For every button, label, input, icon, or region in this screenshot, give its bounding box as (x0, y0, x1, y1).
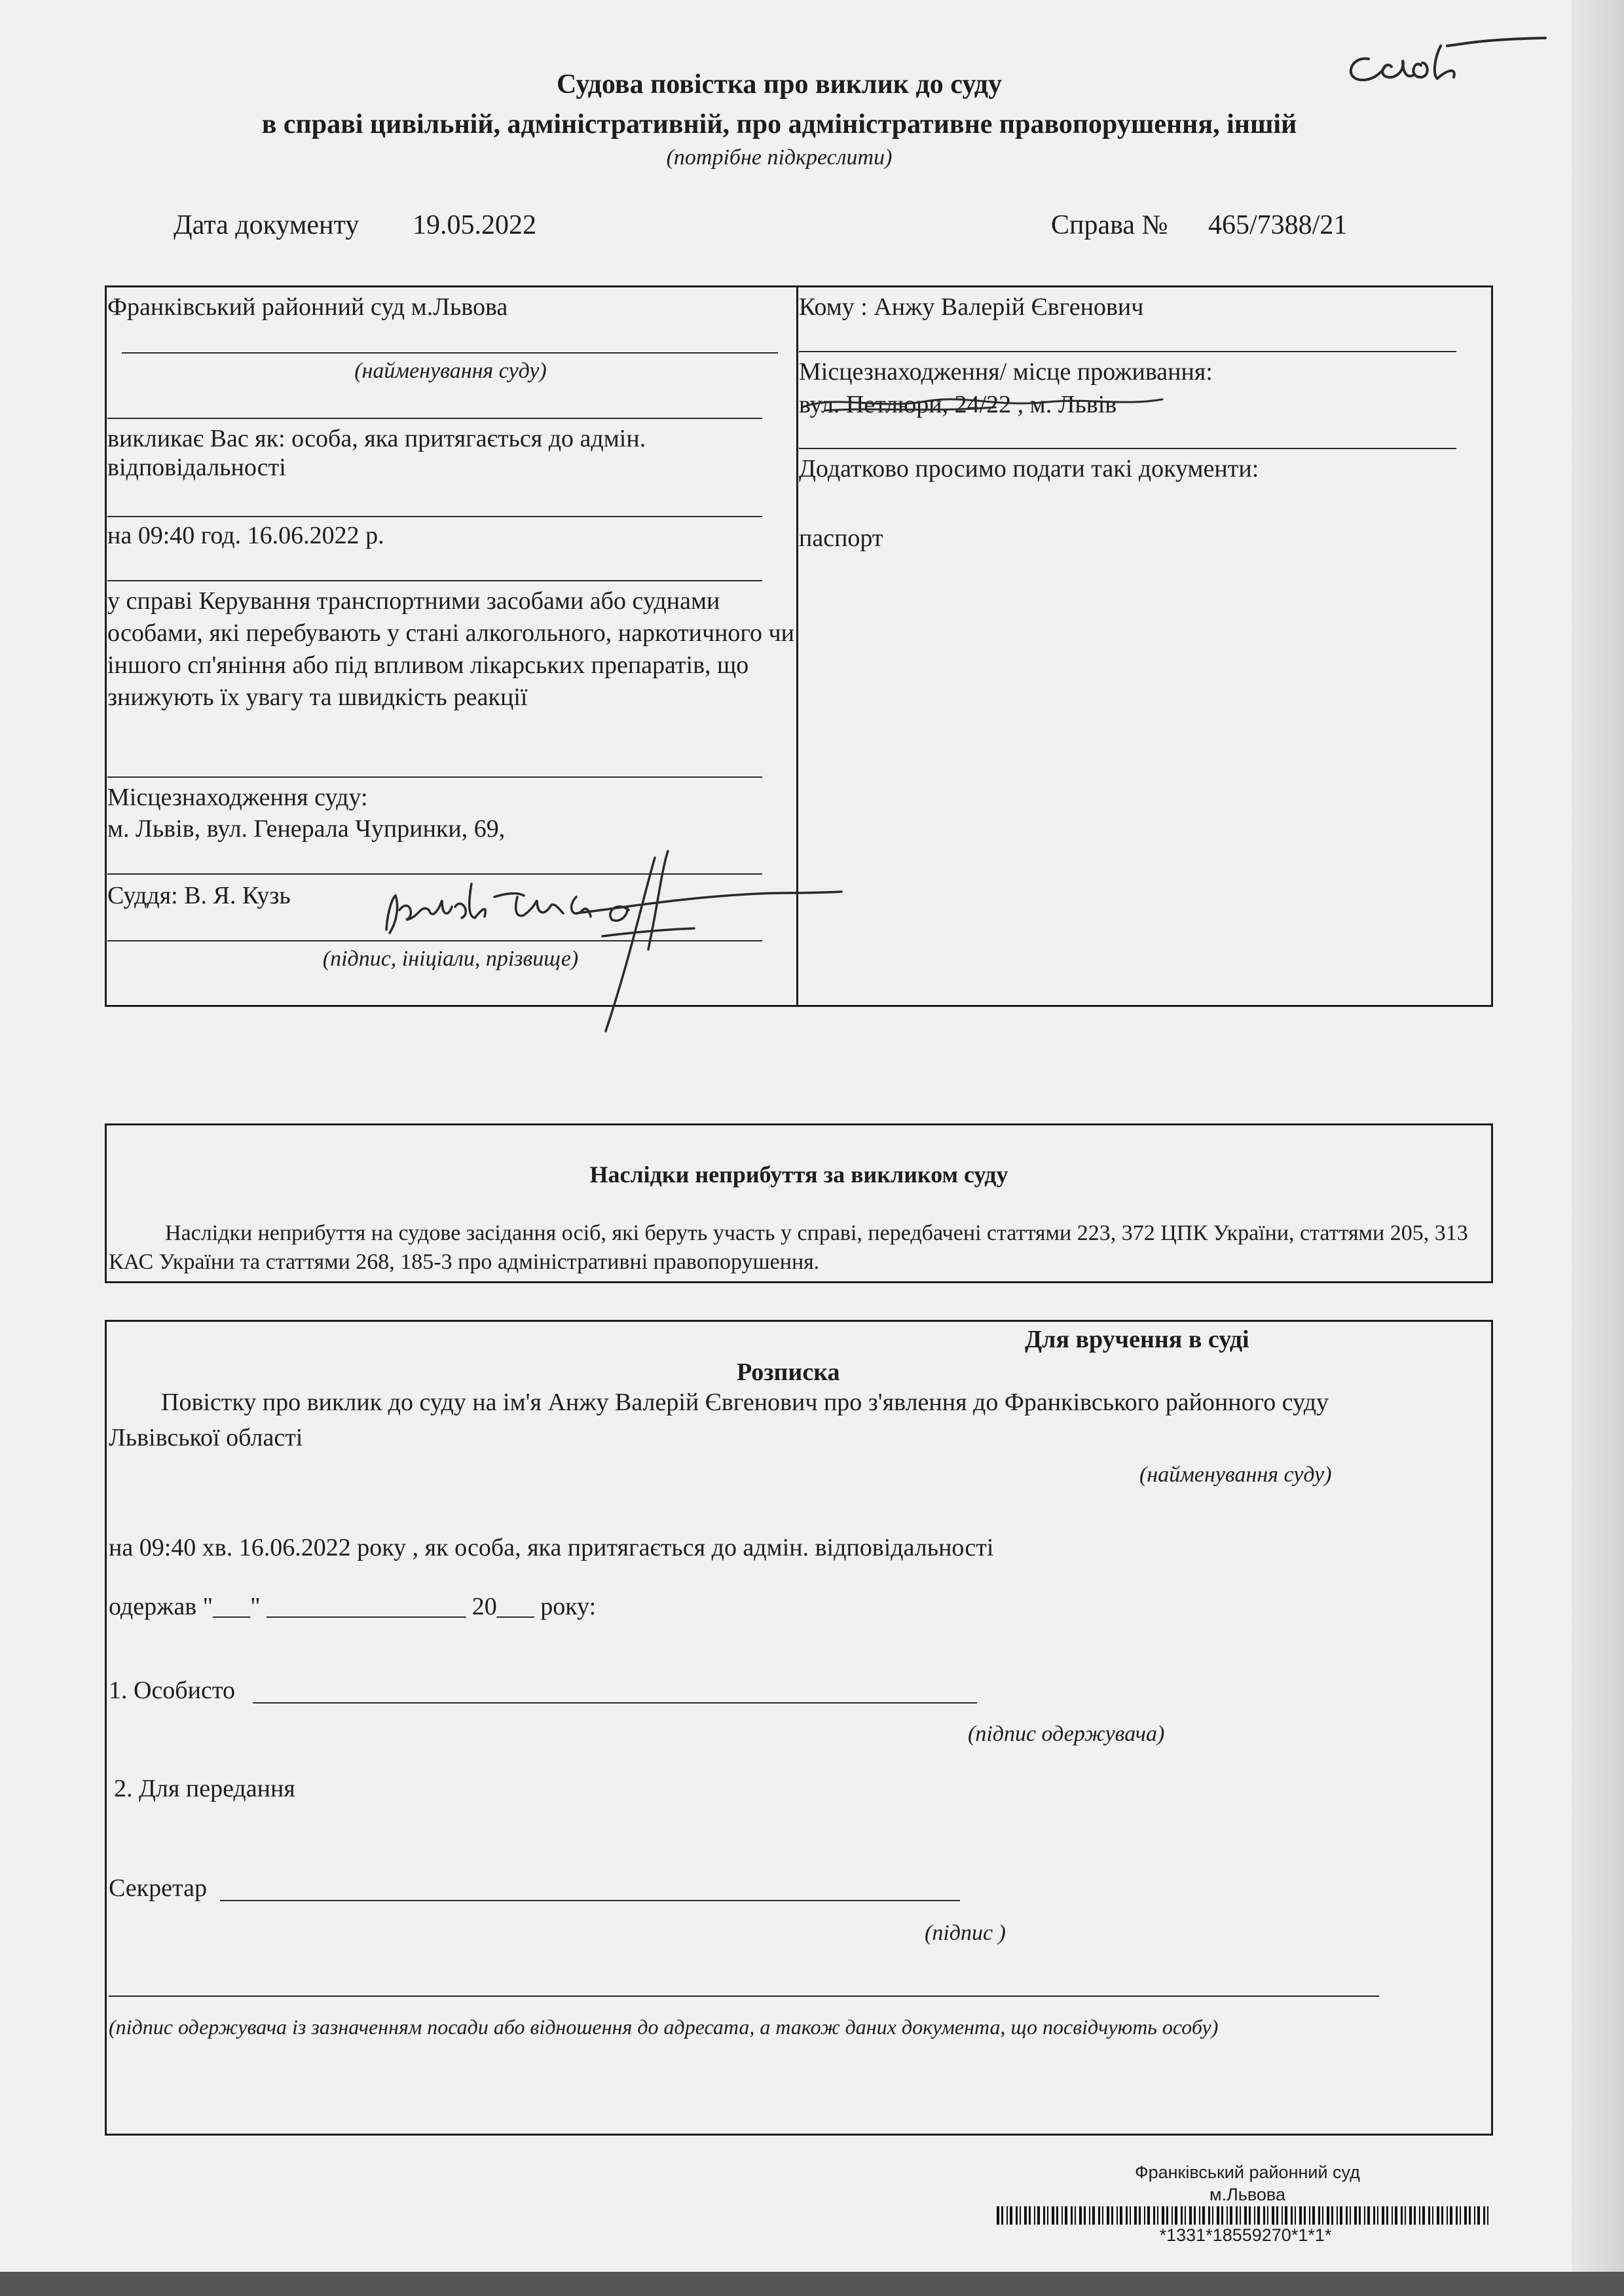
judge-signature (380, 845, 864, 1041)
barcode-bar (1350, 2206, 1351, 2225)
barcode-bar (1144, 2206, 1145, 2225)
barcode-bar (1061, 2206, 1063, 2225)
barcode-bar (1157, 2206, 1158, 2225)
barcode-bar (1405, 2206, 1406, 2225)
barcode-bar (1312, 2206, 1315, 2225)
barcode-bar (1474, 2206, 1475, 2225)
court-hint-underline (107, 418, 762, 419)
personally-label: 1. Особисто (109, 1677, 235, 1704)
case-number-label: Справа № (1051, 210, 1168, 240)
barcode-bar (1276, 2206, 1278, 2225)
barcode-bar (1373, 2206, 1375, 2225)
barcode-bar (1162, 2206, 1164, 2225)
barcode-bar (1089, 2206, 1090, 2225)
barcode-bar (1172, 2206, 1173, 2225)
barcode-bar (1267, 2206, 1268, 2225)
barcode-bar (1477, 2206, 1480, 2225)
barcode-bar (1217, 2206, 1219, 2225)
secretary-label: Секретар (109, 1874, 207, 1902)
barcode-bar (1359, 2206, 1361, 2225)
barcode-bar (1016, 2206, 1018, 2225)
barcode-bar (1304, 2206, 1306, 2225)
barcode-bar (1084, 2206, 1086, 2225)
barcode-bar (1139, 2206, 1141, 2225)
for-court-delivery: Для вручення в суді (1025, 1326, 1249, 1353)
barcode-bar (1450, 2206, 1452, 2225)
receipt-bottom-line (109, 1995, 1379, 1997)
barcode-bar (1153, 2206, 1155, 2225)
barcode-bar (1079, 2206, 1082, 2225)
secretary-signature-hint: (підпис ) (925, 1921, 1006, 1945)
barcode-bar (1395, 2206, 1397, 2225)
barcode-bar (1102, 2206, 1103, 2225)
documents-label: Додатково просимо подати такі документи: (799, 455, 1259, 483)
barcode-bar (1386, 2206, 1388, 2225)
barcode-bar (1134, 2206, 1137, 2225)
barcode-bar (1236, 2206, 1238, 2225)
barcode-bar (1130, 2206, 1131, 2225)
court-name: Франківський районний суд м.Львова (107, 293, 508, 321)
barcode-bar (1414, 2206, 1416, 2225)
barcode-bar (1447, 2206, 1448, 2225)
barcode-bar (1075, 2206, 1076, 2225)
recipient-name: Кому : Анжу Валерій Євгенович (799, 293, 1144, 321)
barcode-bar (1432, 2206, 1433, 2225)
barcode-bar (1487, 2206, 1488, 2225)
footer-court-line2: м.Львова (1209, 2185, 1285, 2204)
barcode-bar (1107, 2206, 1109, 2225)
barcode-bar (1147, 2206, 1150, 2225)
barcode-bar (1001, 2206, 1003, 2225)
address-strikethrough (799, 388, 1166, 420)
barcode-bar (1092, 2206, 1095, 2225)
barcode-bar (1189, 2206, 1192, 2225)
barcode-bar (1422, 2206, 1425, 2225)
document-title-line1: Судова повістка про виклик до суду (557, 69, 1002, 100)
barcode-bar (1419, 2206, 1420, 2225)
recipient-signature-hint: (підпис одержувача) (968, 1722, 1165, 1746)
barcode-bar (1441, 2206, 1443, 2225)
barcode-bar (1322, 2206, 1323, 2225)
barcode-bar (1382, 2206, 1384, 2225)
barcode-bar (1116, 2206, 1118, 2225)
barcode-bar (1212, 2206, 1213, 2225)
barcode-bar (1098, 2206, 1100, 2225)
case-matter-underline (107, 776, 762, 778)
court-name-underline (122, 352, 778, 354)
court-location-value: м. Львів, вул. Генерала Чупринки, 69, (107, 815, 506, 843)
secretary-signature-line (220, 1900, 960, 1901)
barcode-bar (1010, 2206, 1012, 2225)
receipt-time-line: на 09:40 хв. 16.06.2022 року , як особа, яка притягається до адмін. відповідальності (109, 1534, 994, 1561)
barcode-bar (1331, 2206, 1333, 2225)
barcode-bar (1037, 2206, 1040, 2225)
barcode-bar (1456, 2206, 1458, 2225)
residence-value: вул. Петлюри, 24/22 , м. Львів (799, 391, 1117, 418)
barcode-bar (1469, 2206, 1471, 2225)
barcode-bar (1208, 2206, 1210, 2225)
barcode-bar (1263, 2206, 1265, 2225)
barcode-bar (1428, 2206, 1430, 2225)
barcode-bar (1291, 2206, 1293, 2225)
barcode-bar (1285, 2206, 1287, 2225)
summons-role: викликає Вас як: особа, яка притягається до адмін. відповідальності (107, 425, 646, 481)
barcode-bar (1409, 2206, 1412, 2225)
personally-signature-line (253, 1702, 977, 1704)
barcode-bar (1221, 2206, 1223, 2225)
barcode-bar (1377, 2206, 1378, 2225)
judge-signature-hint: (підпис, ініціали, прізвище) (322, 947, 579, 971)
receipt-box (105, 1320, 1493, 2136)
hearing-time-underline (107, 580, 762, 581)
barcode-bar (1249, 2206, 1251, 2225)
barcode (997, 2206, 1494, 2225)
barcode-bar (1460, 2206, 1461, 2225)
receipt-received-line: одержав "___" ________________ 20___ року: (109, 1593, 597, 1620)
barcode-bar (1299, 2206, 1302, 2225)
footer-court-line1: Франківський районний суд (1135, 2162, 1360, 2182)
barcode-bar (997, 2206, 999, 2225)
document-title-line2: в справі цивільній, адміністративній, про адміністративне правопорушення, іншій (261, 109, 1297, 139)
barcode-bar (1282, 2206, 1283, 2225)
barcode-bar (1367, 2206, 1370, 2225)
barcode-bar (1337, 2206, 1338, 2225)
barcode-bar (1034, 2206, 1035, 2225)
barcode-bar (1120, 2206, 1122, 2225)
barcode-bar (1056, 2206, 1058, 2225)
barcode-bar (1024, 2206, 1027, 2225)
residence-label: Місцезнаходження/ місце проживання: (799, 358, 1213, 386)
barcode-bar (1354, 2206, 1357, 2225)
barcode-bar (1364, 2206, 1365, 2225)
barcode-bar (1166, 2206, 1168, 2225)
receipt-line2: Львівської області (109, 1424, 303, 1451)
barcode-bar (1230, 2206, 1232, 2225)
barcode-bar (1340, 2206, 1342, 2225)
barcode-bar (1175, 2206, 1177, 2225)
case-matter: у справі Керування транспортними засобами або суднами особами, які перебувають у стані алкогольного, наркотичного чи іншого сп'яніння або під впливом лікарських препаратів, що знижують їх увагу та швидкість реакції (107, 587, 794, 711)
document-date-value: 19.05.2022 (413, 210, 536, 240)
scanner-bottom-edge (0, 2272, 1624, 2296)
barcode-bar (1043, 2206, 1045, 2225)
barcode-bar (1240, 2206, 1241, 2225)
barcode-bar (1199, 2206, 1200, 2225)
barcode-bar (1392, 2206, 1393, 2225)
barcode-bar (1346, 2206, 1348, 2225)
page-edge-shadow (1572, 0, 1624, 2296)
transfer-label: 2. Для передання (114, 1775, 295, 1802)
barcode-bar (1052, 2206, 1054, 2225)
consequences-body: Наслідки неприбуття на судове засідання осіб, які беруть участь у справі, передбачені статтями 223, 372 ЦПК України, статтями 205, 313 КАС України та статтями 268, 185-3 про адміністративні правопорушення. (109, 1221, 1468, 1274)
court-location-label: Місцезнаходження суду: (107, 784, 368, 811)
barcode-bar (1006, 2206, 1008, 2225)
barcode-bar (1437, 2206, 1439, 2225)
documents-value: паспорт (799, 524, 883, 552)
barcode-bar (1047, 2206, 1048, 2225)
barcode-bar (1227, 2206, 1228, 2225)
court-name-hint: (найменування суду) (354, 359, 547, 383)
barcode-bar (1318, 2206, 1320, 2225)
receipt-line1: Повістку про виклик до суду на ім'я Анжу Валерій Євгенович про з'явлення до Франківського районного суду (161, 1389, 1329, 1416)
barcode-text: *1331*18559270*1*1* (1159, 2225, 1332, 2245)
document-date-label: Дата документу (174, 210, 360, 240)
consequences-title: Наслідки неприбуття за викликом суду (589, 1161, 1008, 1188)
recipient-underline (799, 351, 1456, 352)
judge-name: Суддя: В. Я. Кузь (107, 882, 291, 909)
barcode-bar (1020, 2206, 1021, 2225)
barcode-bar (1309, 2206, 1310, 2225)
barcode-bar (1272, 2206, 1274, 2225)
barcode-bar (1401, 2206, 1403, 2225)
barcode-bar (1244, 2206, 1247, 2225)
barcode-bar (1295, 2206, 1296, 2225)
hearing-time: на 09:40 год. 16.06.2022 р. (107, 522, 384, 549)
residence-underline (799, 448, 1456, 449)
barcode-bar (1202, 2206, 1205, 2225)
barcode-bar (1029, 2206, 1031, 2225)
barcode-bar (1257, 2206, 1260, 2225)
barcode-bar (1194, 2206, 1196, 2225)
barcode-bar (1181, 2206, 1183, 2225)
receipt-bottom-hint: (підпис одержувача із зазначенням посади або відношення до адресата, а також даних документа, що посвідчують особу) (109, 2015, 1219, 2039)
barcode-bar (1065, 2206, 1067, 2225)
barcode-bar (1327, 2206, 1329, 2225)
title-hint: (потрібне підкреслити) (666, 145, 893, 170)
barcode-bar (1126, 2206, 1128, 2225)
receipt-court-hint: (найменування суду) (1139, 1463, 1332, 1487)
barcode-bar (1254, 2206, 1255, 2225)
summons-role-underline (107, 516, 762, 517)
barcode-bar (1464, 2206, 1467, 2225)
barcode-bar (1185, 2206, 1186, 2225)
barcode-bar (1071, 2206, 1073, 2225)
receipt-title: Розписка (737, 1358, 840, 1386)
case-number-value: 465/7388/21 (1208, 210, 1348, 240)
barcode-bar (1111, 2206, 1113, 2225)
barcode-bar (1483, 2206, 1485, 2225)
